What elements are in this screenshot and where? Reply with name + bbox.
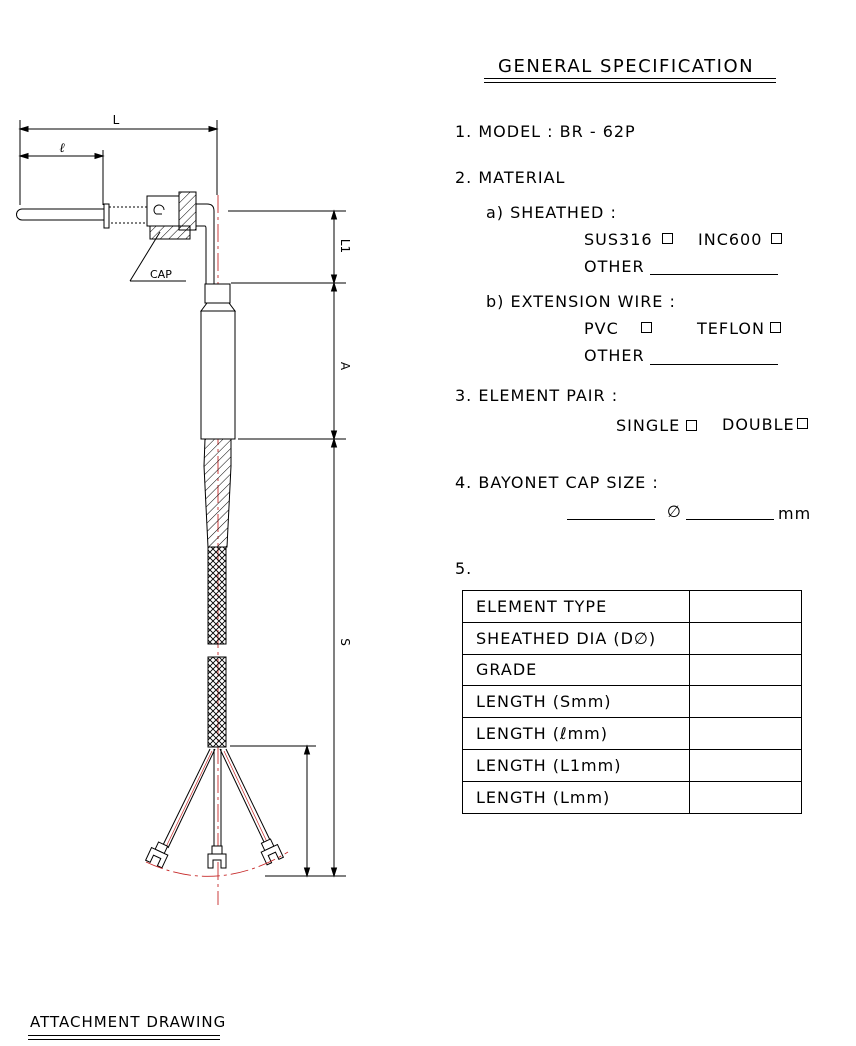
item-5-label: 5. — [455, 559, 473, 578]
title-underline-2 — [484, 82, 776, 83]
sheathed-heading: a) SHEATHED : — [486, 203, 617, 222]
single-checkbox[interactable] — [686, 420, 697, 431]
row-label: LENGTH (L1mm) — [463, 749, 690, 781]
bayonet-cap — [147, 192, 196, 239]
phi-symbol: ∅ — [667, 502, 682, 521]
braided-cable-upper — [208, 547, 226, 644]
row-value[interactable] — [690, 718, 802, 750]
dim-label-S: S — [338, 638, 352, 646]
table-row — [463, 591, 802, 623]
other-sheathed-label: OTHER — [584, 257, 645, 276]
table-row — [463, 686, 802, 718]
single-label: SINGLE — [616, 416, 681, 435]
attachment-drawing-label: ATTACHMENT DRAWING — [30, 1013, 227, 1031]
other-sheathed-blank[interactable] — [650, 274, 778, 275]
mm-unit: mm — [778, 504, 812, 523]
teflon-label: TEFLON — [697, 319, 765, 338]
row-label: LENGTH (ℓmm) — [463, 718, 690, 750]
bent-tube — [196, 204, 214, 284]
double-checkbox[interactable] — [797, 418, 808, 429]
braided-cable-lower — [208, 657, 226, 747]
table-row — [463, 718, 802, 750]
element-pair-heading: 3. ELEMENT PAIR : — [455, 386, 619, 405]
row-value[interactable] — [690, 781, 802, 813]
bayonet-blank-1[interactable] — [567, 519, 655, 520]
attachment-drawing — [0, 0, 440, 1000]
spec-table — [462, 590, 802, 814]
row-value[interactable] — [690, 686, 802, 718]
row-value[interactable] — [690, 654, 802, 686]
pvc-label: PVC — [584, 319, 619, 338]
inc600-checkbox[interactable] — [771, 233, 782, 244]
braided-sleeve-taper — [204, 439, 231, 547]
lead-wires — [163, 749, 270, 848]
row-label: LENGTH (Lmm) — [463, 781, 690, 813]
dimension-l — [20, 150, 103, 205]
table-row — [463, 749, 802, 781]
inc600-label: INC600 — [698, 230, 763, 249]
row-label: GRADE — [463, 654, 690, 686]
extension-heading: b) EXTENSION WIRE : — [486, 292, 676, 311]
dimension-vertical — [228, 211, 346, 876]
table-row — [463, 622, 802, 654]
row-value[interactable] — [690, 622, 802, 654]
row-label: SHEATHED DIA (D∅) — [463, 622, 690, 654]
table-row — [463, 781, 802, 813]
teflon-checkbox[interactable] — [770, 322, 781, 333]
other-extension-label: OTHER — [584, 346, 645, 365]
dim-label-A: A — [338, 361, 352, 371]
pvc-checkbox[interactable] — [641, 322, 652, 333]
row-value[interactable] — [690, 591, 802, 623]
row-label: LENGTH (Smm) — [463, 686, 690, 718]
material-heading: 2. MATERIAL — [455, 168, 566, 187]
footer-underline-2 — [28, 1039, 220, 1040]
title-underline — [484, 78, 776, 79]
model-line: 1. MODEL : BR - 62P — [455, 122, 636, 141]
row-label: ELEMENT TYPE — [463, 591, 690, 623]
dim-label-L1: L1 — [338, 238, 352, 254]
table-row — [463, 654, 802, 686]
double-label: DOUBLE — [722, 415, 795, 434]
dim-label-L: L — [112, 113, 120, 127]
footer-underline — [28, 1035, 220, 1036]
probe-tip — [17, 204, 148, 228]
sus316-label: SUS316 — [584, 230, 653, 249]
row-value[interactable] — [690, 749, 802, 781]
dim-label-l: ℓ — [59, 141, 65, 156]
cap-label: CAP — [150, 268, 172, 281]
bayonet-blank-2[interactable] — [686, 519, 774, 520]
sus316-checkbox[interactable] — [662, 233, 673, 244]
bayonet-heading: 4. BAYONET CAP SIZE : — [455, 473, 659, 492]
other-extension-blank[interactable] — [650, 364, 778, 365]
transition-housing — [201, 284, 235, 439]
spec-title: GENERAL SPECIFICATION — [498, 56, 755, 77]
